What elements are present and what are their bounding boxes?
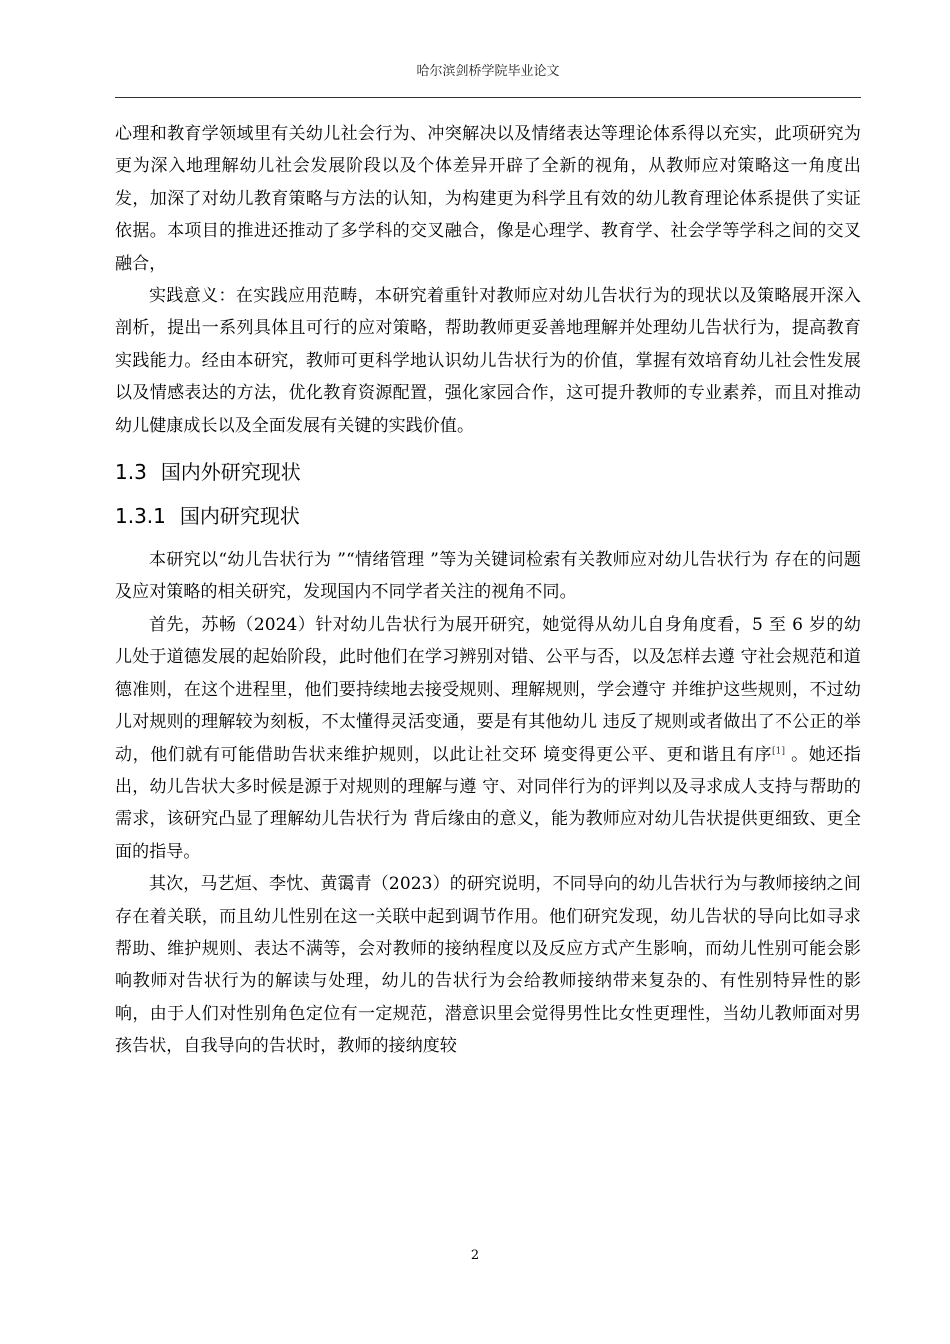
section-number: 1.3 — [115, 460, 147, 485]
paragraph-text: 。她还指出，幼儿告状大多时候是源于对规则的理解与遵 守、对同伴行为的评判以及寻求成人支持与帮助的需求，该研究凸显了理解幼儿告状行为 背后缘由的意义，能为教师应对幼儿告状提供更细致、更全面的指导。 — [115, 744, 861, 862]
header-divider — [115, 97, 861, 98]
page-body — [115, 118, 861, 1063]
subsection-title: 国内研究现状 — [179, 504, 300, 529]
section-title: 国内外研究现状 — [160, 460, 301, 485]
page-number: 2 — [470, 1248, 480, 1263]
paragraph-ma-yixuan-study: 其次，马艺烜、李忱、黄霭青（2023）的研究说明，不同导向的幼儿告状行为与教师接纳之间存在着关联，而且幼儿性别在这一关联中起到调节作用。他们研究发现，幼儿告状的导向比如寻求帮助、维护规则、表达不满等，会对教师的接纳程度以及反应方式产生影响，而幼儿性别可能会影响教师对告状行为的解读与处理，幼儿的告状行为会给教师接纳带来复杂的、有性别特异性的影响，由于人们对性别角色定位有一定规范，潜意识里会觉得男性比女性更理性，当幼儿教师面对男孩告状，自我导向的告状时，教师的接纳度较 — [115, 874, 861, 1057]
paragraph-text: 首先，苏畅（2024）针对幼儿告状行为展开研究，她觉得从幼儿自身角度看，5 至 6 岁的幼儿处于道德发展的起始阶段，此时他们在学习辨别对错、公平与否，以及怎样去遵 守社会规范和道德准则，在这个进程里，他们要持续地去接受规则、理解规则，学会遵守 并维护这些规则，不过幼儿对规则的理解较为刻板，不太懂得灵活变通，要是有其他幼儿 违反了规则或者做出了不公正的举动，他们就有可能借助告状来维护规则，以此让社交环 境变得更公平、更和谐且有序 — [115, 614, 861, 765]
paragraph-research-scope: 本研究以“幼儿告状行为 ”“情绪管理 ”等为关键词检索有关教师应对幼儿告状行为 存在的问题及应对策略的相关研究，发现国内不同学者关注的视角不同。 — [115, 550, 861, 603]
section-heading-1-3 — [115, 452, 861, 492]
paragraph-su-chang-study — [115, 609, 861, 868]
subsection-heading-1-3-1 — [115, 496, 861, 536]
paragraph-practical-significance: 实践意义：在实践应用范畴，本研究着重针对教师应对幼儿告状行为的现状以及策略展开深入剖析，提出一系列具体且可行的应对策略，帮助教师更妥善地理解并处理幼儿告状行为，提高教育实践能力。经由本研究，教师可更科学地认识幼儿告状行为的价值，掌握有效培育幼儿社会性发展以及情感表达的方法，优化教育资源配置，强化家园合作，这可提升教师的专业素养，而且对推动幼儿健康成长以及全面发展有关键的实践价值。 — [115, 286, 861, 436]
subsection-number: 1.3.1 — [115, 504, 166, 529]
page-header-title: 哈尔滨剑桥学院毕业论文 — [416, 64, 560, 79]
paragraph-theoretical-significance: 心理和教育学领域里有关幼儿社会行为、冲突解决以及情绪表达等理论体系得以充实，此项研究为更为深入地理解幼儿社会发展阶段以及个体差异开辟了全新的视角，从教师应对策略这一角度出发，加深了对幼儿教育策略与方法的认知，为构建更为科学且有效的幼儿教育理论体系提供了实证依据。本项目的推进还推动了多学科的交叉融合，像是心理学、教育学、社会学等学科之间的交叉融合， — [115, 124, 861, 274]
citation-marker: [1] — [772, 745, 786, 756]
